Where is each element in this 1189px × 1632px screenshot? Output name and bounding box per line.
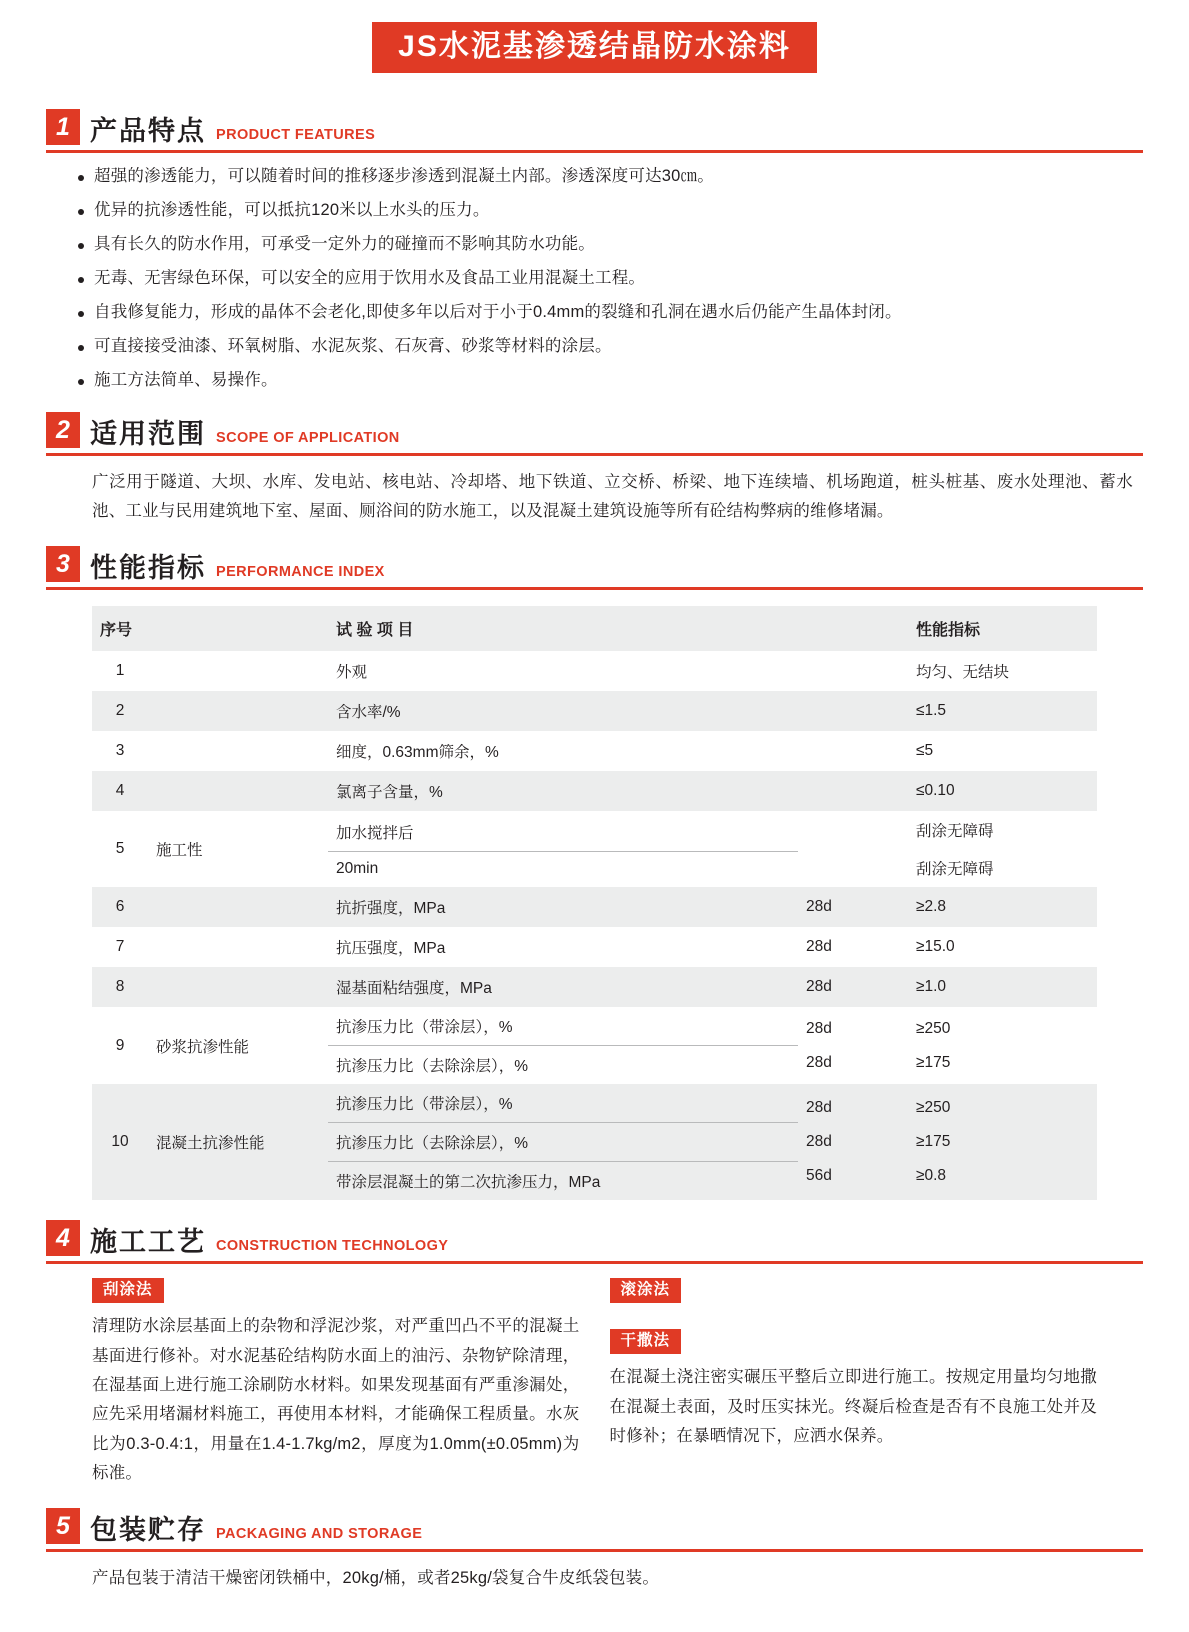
section-title-en-1: PRODUCT FEATURES bbox=[216, 126, 376, 143]
cell-age: 28d bbox=[806, 1053, 832, 1071]
section-title-cn-2: 适用范围 bbox=[90, 419, 206, 450]
method-tag-dry-spread: 干撒法 bbox=[610, 1329, 682, 1354]
table-row bbox=[92, 771, 1097, 811]
cell-age: 28d bbox=[806, 1099, 832, 1117]
list-item: 施工方法简单、易操作。 bbox=[94, 369, 1143, 393]
section-title-cn-1: 产品特点 bbox=[90, 116, 206, 146]
cell-index: ≥0.8 bbox=[916, 1167, 947, 1185]
cell-item: 抗渗压力比（带涂层），% bbox=[336, 1019, 513, 1037]
cell-item: 氯离子含量，% bbox=[328, 771, 798, 811]
table-row bbox=[92, 927, 1097, 967]
section-number-2: 2 bbox=[46, 412, 80, 448]
cell-item: 抗渗压力比（去除涂层），% bbox=[328, 1045, 798, 1084]
section-heading-4 bbox=[46, 1220, 1143, 1264]
cell-age: 28d bbox=[806, 1019, 832, 1037]
cell-age bbox=[798, 691, 908, 731]
table-row bbox=[92, 887, 1097, 927]
cell-age: 28d bbox=[798, 887, 908, 927]
section-number-4: 4 bbox=[46, 1220, 80, 1256]
table-row bbox=[92, 967, 1097, 1007]
cell-category bbox=[148, 691, 328, 731]
cell-item: 抗渗压力比（带涂层），% bbox=[336, 1096, 513, 1114]
table-row bbox=[92, 1084, 1097, 1200]
packaging-text: 产品包装于清洁干燥密闭铁桶中，20kg/桶，或者25kg/袋复合牛皮纸袋包装。 bbox=[92, 1569, 660, 1588]
construction-columns bbox=[92, 1278, 1143, 1488]
cell-no: 1 bbox=[92, 651, 148, 691]
cell-index: 刮涂无障碍 bbox=[916, 823, 994, 841]
section-title-en-5: PACKAGING AND STORAGE bbox=[216, 1525, 423, 1542]
cell-category: 混凝土抗渗性能 bbox=[148, 1084, 328, 1200]
construction-left-column bbox=[92, 1278, 580, 1488]
cell-item: 外观 bbox=[328, 651, 798, 691]
cell-no: 5 bbox=[92, 811, 148, 887]
cell-age bbox=[798, 771, 908, 811]
cell-index: ≥2.8 bbox=[908, 887, 1097, 927]
performance-index-table bbox=[92, 606, 1097, 1200]
cell-item: 加水搅拌后 bbox=[336, 824, 414, 842]
cell-item-group bbox=[328, 1084, 798, 1200]
list-item: 无毒、无害绿色环保，可以安全的应用于饮用水及食品工业用混凝土工程。 bbox=[94, 267, 1143, 291]
section-title-en-4: CONSTRUCTION TECHNOLOGY bbox=[216, 1237, 449, 1254]
cell-item-group bbox=[328, 1007, 798, 1084]
cell-age-group bbox=[798, 811, 908, 887]
cell-age: 28d bbox=[798, 967, 908, 1007]
cell-no: 9 bbox=[92, 1007, 148, 1084]
cell-item: 抗渗压力比（去除涂层），% bbox=[328, 1122, 798, 1161]
cell-item: 湿基面粘结强度，MPa bbox=[328, 967, 798, 1007]
method-tag-brush: 刮涂法 bbox=[92, 1278, 164, 1303]
table-row bbox=[92, 651, 1097, 691]
cell-index: ≥1.0 bbox=[908, 967, 1097, 1007]
cell-category bbox=[148, 731, 328, 771]
product-features-list bbox=[46, 165, 1143, 392]
cell-age bbox=[798, 651, 908, 691]
cell-index: 均匀、无结块 bbox=[908, 651, 1097, 691]
cell-category: 砂浆抗渗性能 bbox=[148, 1007, 328, 1084]
cell-item: 带涂层混凝土的第二次抗渗压力，MPa bbox=[328, 1161, 798, 1200]
section-number-1: 1 bbox=[46, 109, 80, 145]
cell-index-group bbox=[908, 1007, 1097, 1084]
cell-age: 28d bbox=[806, 1133, 832, 1151]
construction-right-column bbox=[610, 1278, 1098, 1488]
list-item: 可直接接受油漆、环氧树脂、水泥灰浆、石灰膏、砂浆等材料的涂层。 bbox=[94, 335, 1143, 359]
cell-no: 8 bbox=[92, 967, 148, 1007]
list-item: 自我修复能力，形成的晶体不会老化,即使多年以后对于小于0.4mm的裂缝和孔洞在遇水后仍能产生晶体封闭。 bbox=[94, 301, 1143, 325]
header-index: 性能指标 bbox=[908, 606, 1097, 651]
cell-age bbox=[798, 833, 908, 849]
cell-age bbox=[798, 731, 908, 771]
cell-age: 28d bbox=[798, 927, 908, 967]
cell-category bbox=[148, 651, 328, 691]
section-heading-3 bbox=[46, 546, 1143, 590]
table-header-row bbox=[92, 606, 1097, 651]
method-tag-roller: 滚涂法 bbox=[610, 1278, 682, 1303]
table-row bbox=[92, 691, 1097, 731]
section-title-en-3: PERFORMANCE INDEX bbox=[216, 563, 385, 580]
header-category bbox=[148, 606, 328, 651]
cell-index: ≤5 bbox=[908, 731, 1097, 771]
cell-index-group bbox=[908, 811, 1097, 887]
cell-index: ≤1.5 bbox=[908, 691, 1097, 731]
cell-index: ≤0.10 bbox=[908, 771, 1097, 811]
cell-no: 6 bbox=[92, 887, 148, 927]
section-title-en-2: SCOPE OF APPLICATION bbox=[216, 429, 400, 446]
cell-category bbox=[148, 887, 328, 927]
list-item: 超强的渗透能力，可以随着时间的推移逐步渗透到混凝土内部。渗透深度可达30㎝。 bbox=[94, 165, 1143, 189]
cell-index-group bbox=[908, 1084, 1097, 1200]
cell-category bbox=[148, 967, 328, 1007]
table-row bbox=[92, 731, 1097, 771]
section-number-3: 3 bbox=[46, 546, 80, 582]
cell-age bbox=[798, 849, 908, 865]
cell-age: 56d bbox=[806, 1167, 832, 1185]
cell-index: ≥175 bbox=[916, 1133, 951, 1151]
cell-no: 3 bbox=[92, 731, 148, 771]
section-heading-2 bbox=[46, 412, 1143, 456]
cell-item: 20min bbox=[328, 851, 798, 886]
scope-paragraph: 广泛用于隧道、大坝、水库、发电站、核电站、冷却塔、地下铁道、立交桥、桥梁、地下连续墙、机场跑道，桩头桩基、废水处理池、蓄水池、工业与民用建筑地下室、屋面、厕浴间的防水施工，以及混凝土建筑设施等所有砼结构弊病的维修堵漏。 bbox=[92, 473, 1133, 521]
cell-index: ≥15.0 bbox=[908, 927, 1097, 967]
cell-index: ≥250 bbox=[916, 1019, 951, 1037]
cell-index: ≥175 bbox=[916, 1053, 951, 1071]
cell-category bbox=[148, 771, 328, 811]
section-title-cn-4: 施工工艺 bbox=[90, 1227, 206, 1258]
cell-category: 施工性 bbox=[148, 811, 328, 887]
section-title-cn-5: 包装贮存 bbox=[90, 1515, 206, 1546]
section-heading-5 bbox=[46, 1508, 1143, 1552]
list-item: 具有长久的防水作用，可承受一定外力的碰撞而不影响其防水功能。 bbox=[94, 233, 1143, 257]
cell-no: 10 bbox=[92, 1084, 148, 1200]
section-heading-1 bbox=[46, 109, 1143, 153]
section-title-cn-3: 性能指标 bbox=[90, 553, 206, 584]
cell-item-group bbox=[328, 811, 798, 887]
header-age bbox=[798, 606, 908, 651]
cell-age-group bbox=[798, 1007, 908, 1084]
method-text-dry-spread: 在混凝土浇注密实碾压平整后立即进行施工。按规定用量均匀地撒在混凝土表面，及时压实抹光。终凝后检查是否有不良施工处并及时修补；在暴晒情况下，应洒水保养。 bbox=[609, 1368, 1097, 1446]
page-title: JS水泥基渗透结晶防水涂料 bbox=[372, 22, 817, 73]
table-row bbox=[92, 811, 1097, 887]
cell-no: 4 bbox=[92, 771, 148, 811]
cell-category bbox=[148, 927, 328, 967]
header-item: 试 验 项 目 bbox=[328, 606, 798, 651]
section-number-5: 5 bbox=[46, 1508, 80, 1544]
spacer bbox=[610, 1303, 1098, 1329]
list-item: 优异的抗渗透性能，可以抵抗120米以上水头的压力。 bbox=[94, 199, 1143, 223]
cell-item: 抗折强度，MPa bbox=[328, 887, 798, 927]
cell-item: 含水率/% bbox=[328, 691, 798, 731]
document-title-wrap bbox=[46, 0, 1143, 89]
cell-index: 刮涂无障碍 bbox=[916, 861, 994, 879]
cell-item: 细度，0.63mm筛余，% bbox=[328, 731, 798, 771]
cell-index: ≥250 bbox=[916, 1099, 951, 1117]
table-row bbox=[92, 1007, 1097, 1084]
method-text-brush: 清理防水涂层基面上的杂物和浮泥沙浆，对严重凹凸不平的混凝土基面进行修补。对水泥基砼结构防水面上的油污、杂物铲除清理，在湿基面上进行施工涂刷防水材料。如果发现基面有严重渗漏处，应先采用堵漏材料施工，再使用本材料，才能确保工程质量。水灰比为0.3-0.4:1，用量在1.4-1.7kg/m2，厚度为1.0mm(±0.05mm)为标准。 bbox=[92, 1317, 580, 1483]
header-no: 序号 bbox=[92, 606, 148, 651]
cell-no: 7 bbox=[92, 927, 148, 967]
cell-no: 2 bbox=[92, 691, 148, 731]
cell-item: 抗压强度，MPa bbox=[328, 927, 798, 967]
cell-age-group bbox=[798, 1084, 908, 1200]
